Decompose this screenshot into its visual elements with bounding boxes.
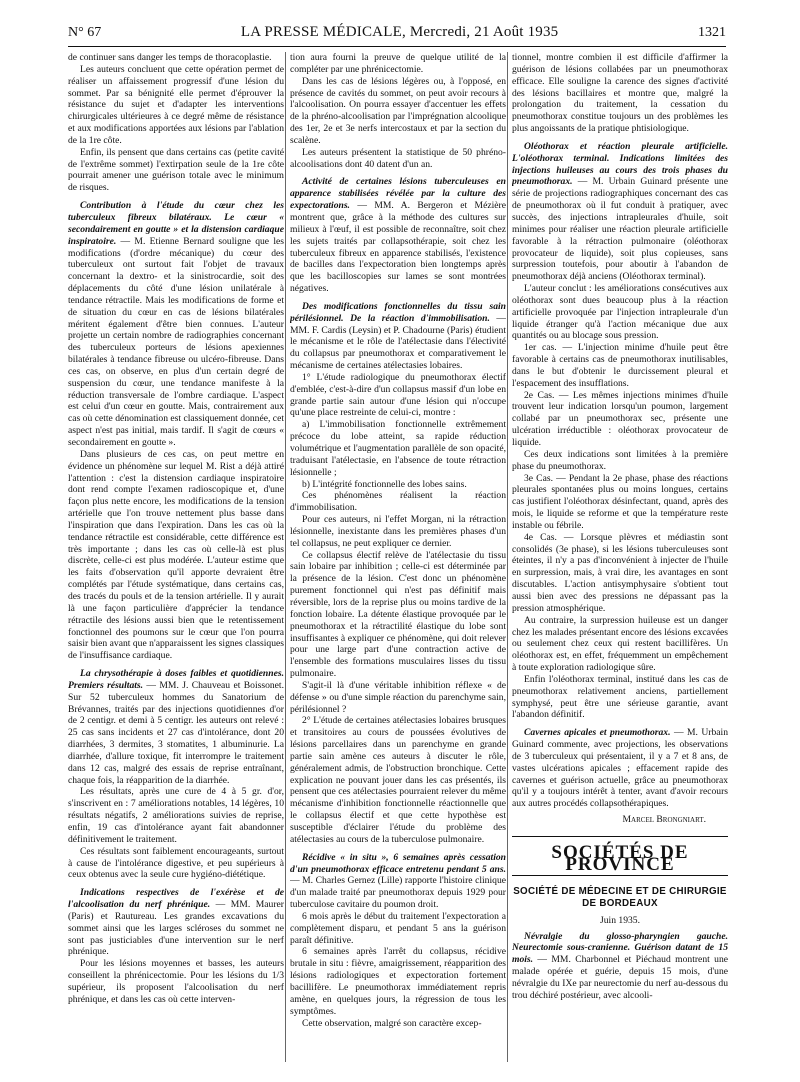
header-rule	[68, 46, 726, 47]
section-title: SOCIÉTÉS DE PROVINCE	[551, 842, 689, 875]
body-paragraph: Cette observation, malgré son caractère excep-	[302, 1017, 482, 1029]
society-name: SOCIÉTÉ DE MÉDECINE ET DE CHIRURGIE DE BORDEAUX	[513, 885, 727, 910]
article-text: — M. Charles Gernez (Lille) rapporte l'histoire clinique d'un malade traité par pneumothorax depuis 1929 pour tuberculose cavitaire du poumon droit.	[290, 875, 506, 911]
article-text: — M. Urbain Guinard commente, avec projections, les observations de 3 tuberculeux qui présentaient, il y a 7 et 8 ans, de vastes ulcérations apicales ; effacement rapide des cavernes et guérison actuelle, grâce au pneumothorax qu'il y a toujours intérêt à tenter, avant d'avoir recours aux autres procédés collapsothérapiques.	[512, 727, 728, 810]
column-middle	[290, 52, 506, 1062]
body-paragraph: 2° L'étude de certaines atélectasies lobaires brusques et transitoires au cours de poussées évolutives de lésions parcellaires dans un parenchyme en grande partie sain amène ces auteurs à discuter le rôle, généralement admis, de l'obstruction bronchique. Cette explication ne pouvant jouer dans les cas présentés, ils pensent que ces atélectasies pourraient relever du même mécanisme d'inhibition fonctionnelle réactionnelle que le collapsus électif et que cette hypothèse est susceptible d'éclairer l'étude du problème des atélectasies au cours de la tuberculose pulmonaire.	[290, 715, 506, 845]
body-paragraph: Pour ces auteurs, ni l'effet Morgan, ni la rétraction lésionnelle, inexistante dans les premières phases d'un tel collapsus, ne peut expliquer ce dernier.	[290, 514, 506, 549]
article-text: — M. Urbain Guinard présente une série de projections radiographiques concernant des cas de pneumothorax où il fut conduit à pratiquer, avec succès, des injections intrapleurales d'huile, soit minimes pour réaliser une réaction pleurale artificielle favorable à la rétraction pulmonaire (oléothorax provocateur de liquide), soit plus copieuses, sans surpression toutefois, pour aboutir à l'abandon de pneumothorax déjà anciens (Oléothorax terminal).	[512, 176, 728, 283]
body-paragraph: Enfin l'oléothorax terminal, institué dans les cas de pneumothorax relativement anciens, partiellement symphysé, peut être une sérieuse garantie, avant l'abandon définitif.	[512, 673, 728, 721]
body-paragraph: Pour les lésions moyennes et basses, les auteurs conseillent la phrénicectomie. Pour les lésions du 1/3 supérieur, ils proposent l'alcoolisation du nerf phrénique, et dans les cas où cette interven-	[68, 958, 284, 1005]
article-heading: Contribution à l'étude du cœur chez les tuberculeux fibreux bilatéraux. Le cœur « secondairement en goutte » et la distension cardiaque inspiratoire.	[68, 200, 284, 247]
body-paragraph: 6 semaines après l'arrêt du collapsus, récidive brutale in situ : fièvre, amaigrissement, réapparition des lésions radiologiques et expectoration fortement bacillifère. Le pneumothorax immédiatement repris amène, en quelques jours, la régression de tous les symptômes.	[290, 946, 506, 1017]
meeting-date: Juin 1935.	[600, 914, 640, 926]
article-heading: Névralgie du glosso-pharyngien gauche. Neurectomie sous-cranienne. Guérison datant de 15 mois.	[512, 930, 728, 966]
article-paragraph	[290, 176, 506, 294]
body-paragraph: L'auteur conclut : les améliorations consécutives aux oléothorax sont dues beaucoup plus à la réaction artificielle provoquée par l'injection intrapleurale d'un liquide étranger qu'à l'action mécanique due aux quantités ou au blocage sous pression.	[512, 283, 728, 342]
article-text: — MM. J. Chauveau et Boissonet. Sur 52 tuberculeux hommes du Sanatorium de Brévannes, traités par des injections quotidiennes d'or de 2 centigr. et demi à 5 centigr. les auteurs ont relevé : 25 cas sans incidents et 27 cas d'intolérance, dont 20 diarrhées, 3 dermites, 3 stomatites, 1 albuminurie. La diarrhée, d'allure toxique, fit interrompre le traitement dans 12 cas, malgré des essais de reprise entraînant, chaque fois, la réapparition de la diarrhée.	[68, 679, 284, 786]
body-paragraph: Les auteurs concluent que cette opération permet de réaliser un affaissement progressif d'une lésion du sommet. Par sa bénignité elle permet d'éprouver la résistance du sujet et d'adapter les interventions chirurgicales ultérieures à ce degré même de résistance et aux modifications apportées aux lésions par l'ablation de la 1re côte.	[68, 63, 284, 146]
article-text: — MM. Charbonnel et Piéchaud montrent une malade opérée et guérie, depuis 15 mois, d'une névralgie du IXe par neurectomie du nerf au-dessous du trou déchiré postérieur, avec alcooli-	[512, 954, 728, 1001]
article-paragraph	[68, 200, 284, 449]
page-number: 1321	[698, 25, 726, 40]
column-divider	[507, 52, 508, 1062]
body-paragraph: S'agit-il là d'une véritable inhibition réflexe « de défense » ou d'une simple réaction du parenchyme sain, périlésionnel ?	[290, 679, 506, 715]
body-paragraph: 3e Cas. — Pendant la 2e phase, phase des réactions pleurales spontanées plus ou moins longues, certains cas justifient l'oléothorax désinfectant, quand, après des mois, le liquide se reforme et que la température reste instable ou fébrile.	[512, 472, 728, 531]
article-heading: Récidive « in situ », 6 semaines après cessation d'un pneumothorax efficace entretenu pendant 5 ans.	[290, 851, 506, 875]
body-paragraph: 4e Cas. — Lorsque plèvres et médiastin sont consolidés (3e phase), si les lésions tuberculeuses sont éteintes, il n'y a pas d'inconvénient à injecter de l'huile en surpression, mais, à vrai dire, les avantages en sont discutables. L'action antisymphysaire s'obtient tout aussi bien avec des pressions ne dépassant pas la pression atmosphérique.	[512, 531, 728, 614]
article-paragraph	[512, 141, 728, 283]
journal-title: LA PRESSE MÉDICALE, Mercredi, 21 Août 1935	[240, 24, 559, 40]
body-paragraph: 1° L'étude radiologique du pneumothorax électif d'emblée, c'est-à-dire d'un collapsus massif d'un lobe en grande partie sain autour d'une lésion qui n'occupe qu'une place restreinte de celui-ci, montre :	[290, 371, 506, 419]
column-right	[512, 52, 728, 1062]
column-left	[68, 52, 284, 1062]
body-paragraph: b) L'intégrité fonctionnelle des lobes sains.	[302, 478, 467, 490]
article-paragraph	[290, 852, 506, 911]
page-header	[68, 24, 726, 46]
body-paragraph: de continuer sans danger les temps de thoracoplastie.	[68, 52, 272, 63]
body-paragraph: Au contraire, la surpression huileuse est un danger chez les malades présentant encore des lésions excavées ou seulement chez ceux qui restent bacillifères. Un oléothorax est, en effet, fréquemment un empêchement à toute exploration radiologique sûre.	[512, 614, 728, 674]
body-paragraph: a) L'immobilisation fonctionnelle extrêmement précoce du lobe atteint, sa rapide réduction volumétrique et l'augmentation parallèle de son opacité, traduisant l'atélectasie, en l'absence de toute rétraction lésionnelle ;	[290, 419, 506, 478]
body-paragraph: tion aura fourni la preuve de quelque utilité de la compléter par une phrénicectomie.	[290, 52, 506, 75]
body-paragraph: 1er cas. — L'injection minime d'huile peut être favorable à certains cas de pneumothorax inutilisables, dans le but d'obtenir le durcissement pleural et l'espacement des insufflations.	[512, 342, 728, 389]
column-divider	[285, 52, 286, 1062]
body-paragraph: Ces résultats sont faiblement encourageants, surtout à cause de l'intolérance digestive, et peu supérieurs à ceux obtenus avec la seule cure hygiéno-diététique.	[68, 845, 284, 881]
article-text: — MM. A. Bergeron et Mézière montrent que, grâce à la méthode des cultures sur milieux à l'œuf, il est possible de reconnaître, soit chez les sujets traités par collapsothérapie, soit chez les tuberculeux fibreux en apparence stabilisés, l'existence de bacilles dans l'expectoration bien longtemps après que les bacilloscopies sur lames se sont montrées négatives.	[290, 200, 506, 295]
body-paragraph: tionnel, montre combien il est difficile d'affirmer la guérison de lésions collabées par un pneumothorax efficace. Elle souligne la carence des signes d'activité des lésions bacillaires et montre que, malgré la prolongation du traitement, la cessation du pneumothorax constitue toujours un des problèmes les plus angoissants de la pratique phtisiologique.	[512, 52, 728, 135]
article-heading: Oléothorax et réaction pleurale artificielle. L'oléothorax terminal. Indications limitées des injections huileuses au cours des trois phases du pneumothorax.	[512, 140, 728, 188]
article-paragraph	[68, 887, 284, 958]
body-paragraph: 6 mois après le début du traitement l'expectoration a complètement disparu, et pendant 5 ans la guérison paraît définitive.	[290, 910, 506, 946]
author-signature: Marcel Brongniart.	[622, 814, 706, 826]
article-text: — M. Etienne Bernard souligne que les modifications (d'ordre mécanique) du cœur des tuberculeux ont surtout fait l'objet de travaux concernant la dextro- et la sinistrocardie, soit des déplacements du côté d'une lésion unilatérale à tendance rétractile. Mais les modifications de forme et de situation du cœur en cas de lésions bilatérales méritent également d'être bien connues. L'auteur projette un certain nombre de radiographies concernant des tuberculeux porteurs de lésions apexiennes bilatérales à tendance fibreuse ou ulcéro-fibreuse. Dans ces cas, on observe, en plus d'un certain degré de suspension du cœur, une tendance manifeste à la réduction transversale de l'ombre cardiaque. L'aspect est celui d'un cœur en goutte. Mais, contrairement aux cas où cette dénomination est classiquement donnée, cet aspect n'est pas initial, mais tardif. Il s'agit de cœurs « secondairement en goutte ».	[68, 235, 284, 448]
article-text: — MM. Maurer (Paris) et Rautureau. Les grandes excavations du sommet ainsi que les larges scléroses du sommet ne sont pas justiciables d'une intervention sur le nerf phrénique.	[68, 899, 284, 958]
article-paragraph	[512, 931, 728, 1002]
body-paragraph: Enfin, ils pensent que dans certains cas (petite cavité de l'extrême sommet) l'extirpation seule de la 1re côte pourrait amener une guérison totale avec le minimum de risques.	[68, 146, 284, 194]
article-paragraph	[68, 668, 284, 786]
article-paragraph	[512, 727, 728, 810]
article-heading: Indications respectives de l'exérèse et de l'alcoolisation du nerf phrénique.	[68, 887, 284, 911]
issue-number: N° 67	[68, 25, 102, 40]
article-heading: Activité de certaines lésions tuberculeuses en apparence stabilisées révélée par la culture des expectorations.	[290, 176, 506, 212]
body-paragraph: Les résultats, après une cure de 4 à 5 gr. d'or, s'inscrivent en : 7 améliorations notables, 14 légères, 10 résultats négatifs, 2 améliorations suivies de reprise, enfin, 19 cas d'intolérance ayant fait abandonner définitivement le traitement.	[68, 786, 284, 845]
article-paragraph	[290, 301, 506, 372]
body-paragraph: Ce collapsus électif relève de l'atélectasie du tissu sain lobaire par inhibition ; celle-ci est déterminée par la présence de la lésion. C'est donc un phénomène purement fonctionnel qui n'est pas définitif mais réversible, lors de la reprise plus ou moins tardive de la fonction lobaire. La détente élastique provoquée par le pneumothorax et la rétractilité élastique du lobe sont insuffisantes à expliquer ce phénomène, qui doit relever pour une large part d'une contraction active de l'ensemble des formations musculaires lisses du tissu pulmonaire.	[290, 549, 506, 680]
body-paragraph: Ces phénomènes réalisent la réaction d'immobilisation.	[290, 490, 506, 514]
body-paragraph: Les auteurs présentent la statistique de 50 phréno-alcoolisations dont 40 datent d'un an.	[290, 146, 506, 170]
body-paragraph: Dans les cas de lésions légères ou, à l'opposé, en présence de cavités du sommet, on peut avoir recours à l'alcoolisation. On pourra essayer d'accentuer les effets de la phréno-alcoolisation par l'imprégnation alcoolique des 1er, 2e et 3e nerfs intercostaux et par la section du scalène.	[290, 75, 506, 146]
societes-section	[512, 836, 728, 1002]
article-heading: Cavernes apicales et pneumothorax.	[524, 727, 671, 739]
body-paragraph: Ces deux indications sont limitées à la première phase du pneumothorax.	[512, 448, 728, 472]
article-text: — MM. F. Cardis (Leysin) et P. Chadourne (Paris) étudient le mécanisme et le rôle de l'atélectasie dans l'électivité du collapsus par pneumothorax et comparativement le mécanisme de certaines atélectasies lobaires.	[290, 312, 506, 372]
article-heading: Des modifications fonctionnelles du tissu sain périlésionnel. De la réaction d'immobilisation.	[290, 300, 506, 324]
body-paragraph: 2e Cas. — Les mêmes injections minimes d'huile trouvent leur indication lorsqu'un poumon, largement collabé par un pneumothorax sec, présente une ulcération irréductible : oléothorax provocateur de liquide.	[512, 389, 728, 448]
article-heading: La chrysothérapie à doses faibles et quotidiennes. Premiers résultats.	[68, 668, 284, 691]
body-paragraph: Dans plusieurs de ces cas, on peut mettre en évidence un phénomène sur lequel M. Rist a déjà attiré l'attention : c'est la distension cardiaque inspiratoire dont rend compte l'examen radioscopique et, d'une façon plus nette encore, les modifications de la tension artérielle que l'on trouve nettement plus basse dans l'inspiration que dans l'expiration. Dans les cas où la tendance rétractile est considérable, cette différence est très importante ; dans les cas où celle-là est plus discrète, celle-ci est plus modérée. L'auteur estime que les faits d'observation qu'il apporte devraient être complétés par l'étude systématique, dans certains cas, des tracés du pouls et de la tension artérielle. Il y aurait là une façon particulière d'apprécier la tendance rétractile des lésions aussi bien que le retentissement fonctionnel des poumons sur le cœur que l'on pourra saisir bien avant que n'apparaissent les signes classiques de l'insuffisance cardiaque.	[68, 448, 284, 662]
